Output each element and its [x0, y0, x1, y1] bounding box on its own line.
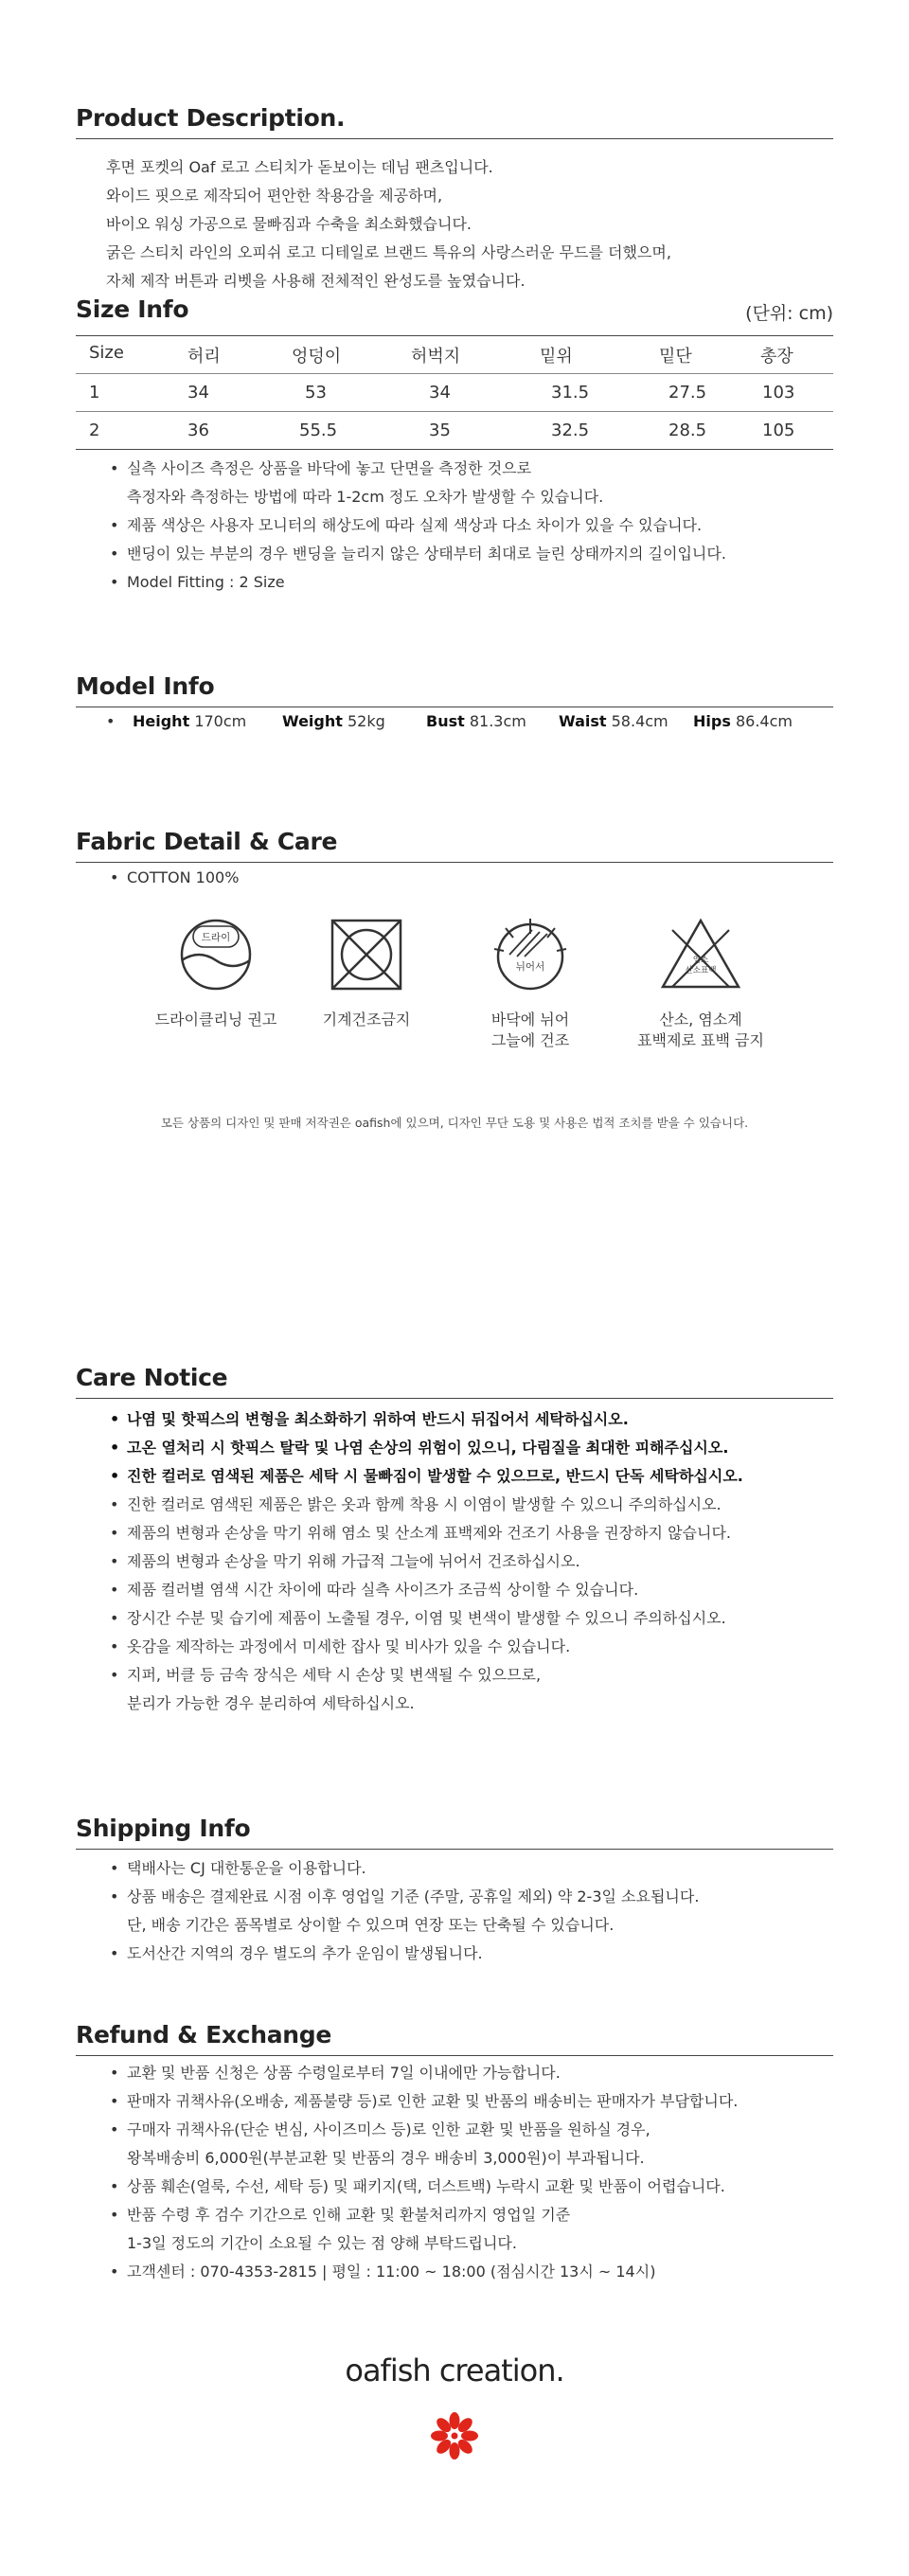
care-notice-title: Care Notice: [76, 1364, 228, 1391]
fabric-composition-list: [106, 864, 239, 892]
size-cell: 36: [187, 420, 209, 440]
refund-item: • 고객센터 : 070-4353-2815 | 평일 : 11:00 ~ 18:00 (점심시간 13시 ~ 14시): [110, 2263, 656, 2281]
fabric-care-title: Fabric Detail & Care: [76, 828, 338, 855]
size-cell: 1: [89, 383, 100, 402]
refund-item: • 반품 수령 후 검수 기간으로 인해 교환 및 환불처리까지 영업일 기준 1-3일 정도의 기간이 소요될 수 있는 점 양해 부탁드립니다.: [110, 2206, 571, 2252]
size-header-cell: 총장: [760, 347, 793, 367]
no-machine-dry-icon: [329, 917, 404, 993]
size-table-row: [76, 377, 833, 411]
size-cell: 27.5: [668, 383, 707, 402]
size-cell: 55.5: [299, 420, 338, 440]
refund-exchange-list: [106, 2059, 738, 2286]
size-header-cell: 밑위: [540, 347, 573, 367]
product-description-divider: [76, 138, 833, 139]
shipping-info-divider: [76, 1849, 833, 1850]
model-weight: Weight 52kg: [282, 712, 385, 730]
size-cell: 105: [762, 420, 795, 440]
refund-item: • 구매자 귀책사유(단순 변심, 사이즈미스 등)로 인한 교환 및 반품을 원하실 경우, 왕복배송비 6,000원(부분교환 및 반품의 경우 배송비 3,000원)이 부과됩니다.: [110, 2120, 651, 2167]
size-unit-label: (단위: cm): [745, 303, 833, 324]
size-cell: 32.5: [551, 420, 590, 440]
no-bleach-icon-label: 염소 산소표백: [685, 956, 717, 975]
flower-logo-icon: [430, 2411, 479, 2460]
no-machine-dry-caption: 기계건조금지: [322, 1011, 411, 1029]
refund-item: • 교환 및 반품 신청은 상품 수령일로부터 7일 이내에만 가능합니다.: [110, 2064, 561, 2082]
care-notice-item: • 옷감을 제작하는 과정에서 미세한 잡사 및 비사가 있을 수 있습니다.: [110, 1637, 571, 1655]
shipping-item: • 택배사는 CJ 대한통운을 이용합니다.: [110, 1859, 366, 1877]
size-table-header-rule: [76, 373, 833, 374]
dry-clean-icon-label: 드라이: [201, 932, 231, 943]
dry-clean-icon: [178, 917, 254, 993]
model-info-title: Model Info: [76, 672, 215, 700]
size-header-cell: 허리: [187, 347, 221, 367]
brand-name: oafish creation.: [345, 2352, 564, 2388]
description-line: 후면 포켓의 Oaf 로고 스티치가 돋보이는 데님 팬츠입니다.: [106, 158, 493, 176]
shipping-info-list: [106, 1854, 699, 1968]
size-table-bottom-rule: [76, 449, 833, 450]
model-waist: Waist 58.4cm: [559, 712, 668, 730]
care-notice-item: • 제품의 변형과 손상을 막기 위해 염소 및 산소계 표백제와 건조기 사용을 권장하지 않습니다.: [110, 1524, 731, 1542]
size-table-top-rule: [76, 335, 833, 336]
care-notice-item: • 나염 및 핫픽스의 변형을 최소화하기 위하여 반드시 뒤집어서 세탁하십시오.: [110, 1410, 629, 1428]
care-notice-item: • 장시간 수분 및 습기에 제품이 노출될 경우, 이염 및 변색이 발생할 수 있으니 주의하십시오.: [110, 1609, 726, 1627]
model-bust: Bust 81.3cm: [426, 712, 526, 730]
size-cell: 28.5: [668, 420, 707, 440]
fabric-care-divider: [76, 862, 833, 863]
copyright-notice: 모든 상품의 디자인 및 판매 저작권은 oafish에 있으며, 디자인 무단 도용 및 사용은 법적 조치를 받을 수 있습니다.: [160, 1116, 749, 1130]
product-description-title: Product Description.: [76, 104, 346, 132]
size-cell: 2: [89, 420, 100, 440]
care-notice-item: • 지퍼, 버클 등 금속 장식은 세탁 시 손상 및 변색될 수 있으므로, 분리가 가능한 경우 분리하여 세탁하십시오.: [110, 1666, 542, 1712]
size-cell: 103: [762, 383, 795, 402]
model-hips: Hips 86.4cm: [693, 712, 793, 730]
shipping-item: • 도서산간 지역의 경우 별도의 추가 운임이 발생됩니다.: [110, 1944, 483, 1962]
refund-item: • 상품 훼손(얼룩, 수선, 세탁 등) 및 패키지(택, 더스트백) 누락시 교환 및 반품이 어렵습니다.: [110, 2177, 725, 2195]
size-table-row: [76, 415, 833, 449]
size-header-cell: Size: [89, 343, 124, 363]
flat-dry-icon-label: 뉘어서: [515, 961, 545, 973]
refund-item: • 판매자 귀책사유(오배송, 제품불량 등)로 인한 교환 및 반품의 배송비는 판매자가 부담합니다.: [110, 2092, 739, 2110]
shipping-info-title: Shipping Info: [76, 1815, 251, 1842]
care-notice-item: • 제품 컬러별 염색 시간 차이에 따라 실측 사이즈가 조금씩 상이할 수 있습니다.: [110, 1581, 639, 1599]
size-info-title: Size Info: [76, 295, 189, 323]
size-cell: 35: [429, 420, 451, 440]
care-notice-divider: [76, 1398, 833, 1399]
size-cell: 34: [187, 383, 209, 402]
no-bleach-caption: 산소, 염소계 표백제로 표백 금지: [637, 1011, 764, 1049]
size-header-cell: 밑단: [659, 347, 692, 367]
size-note-item: • Model Fitting : 2 Size: [110, 573, 285, 591]
size-note-item: • 제품 색상은 사용자 모니터의 해상도에 따라 실제 색상과 다소 차이가 있을 수 있습니다.: [110, 516, 703, 534]
model-height: Height 170cm: [133, 712, 247, 730]
size-notes-list: [106, 455, 726, 597]
dry-clean-caption: 드라이클리닝 권고: [154, 1011, 277, 1029]
refund-exchange-title: Refund & Exchange: [76, 2021, 332, 2048]
size-note-item: • 실측 사이즈 측정은 상품을 바닥에 놓고 단면을 측정한 것으로 측정자와 측정하는 방법에 따라 1-2cm 정도 오차가 발생할 수 있습니다.: [110, 459, 604, 506]
care-notice-item: • 진한 컬러로 염색된 제품은 밝은 옷과 함께 착용 시 이염이 발생할 수 있으니 주의하십시오.: [110, 1495, 722, 1513]
fabric-composition: • COTTON 100%: [110, 868, 240, 886]
refund-exchange-divider: [76, 2055, 833, 2056]
size-note-item: • 밴딩이 있는 부분의 경우 밴딩을 늘리지 않은 상태부터 최대로 늘린 상태까지의 길이입니다.: [110, 545, 726, 563]
description-line: 자체 제작 버튼과 리벳을 사용해 전체적인 완성도를 높였습니다.: [106, 272, 526, 290]
size-header-cell: 엉덩이: [292, 347, 342, 367]
flat-dry-caption: 바닥에 뉘어 그늘에 건조: [490, 1011, 570, 1049]
no-bleach-icon: [659, 917, 742, 993]
size-cell: 34: [429, 383, 451, 402]
size-table-header: [76, 337, 833, 371]
description-line: 바이오 워싱 가공으로 물빠짐과 수축을 최소화했습니다.: [106, 215, 472, 233]
product-description-text: [106, 153, 826, 295]
flat-dry-shade-icon: [490, 917, 570, 993]
description-line: 굵은 스티치 라인의 오피쉬 로고 디테일로 브랜드 특유의 사랑스러운 무드를 더했으며,: [106, 243, 671, 261]
size-cell: 31.5: [551, 383, 590, 402]
size-header-cell: 허벅지: [411, 347, 461, 367]
shipping-item: • 상품 배송은 결제완료 시점 이후 영업일 기준 (주말, 공휴일 제외) 약 2-3일 소요됩니다. 단, 배송 기간은 품목별로 상이할 수 있으며 연장 또는 단축될 수 있습니다.: [110, 1887, 700, 1934]
care-notice-item: • 고온 열처리 시 핫픽스 탈락 및 나염 손상의 위험이 있으니, 다림질을 최대한 피해주십시오.: [110, 1439, 729, 1457]
care-notice-item: • 진한 컬러로 염색된 제품은 세탁 시 물빠짐이 발생할 수 있으므로, 반드시 단독 세탁하십시오.: [110, 1467, 743, 1485]
description-line: 와이드 핏으로 제작되어 편안한 착용감을 제공하며,: [106, 187, 443, 205]
care-notice-item: • 제품의 변형과 손상을 막기 위해 가급적 그늘에 뉘어서 건조하십시오.: [110, 1552, 580, 1570]
care-notice-list: [106, 1405, 743, 1718]
size-table-row-rule: [76, 411, 833, 412]
size-cell: 53: [305, 383, 327, 402]
